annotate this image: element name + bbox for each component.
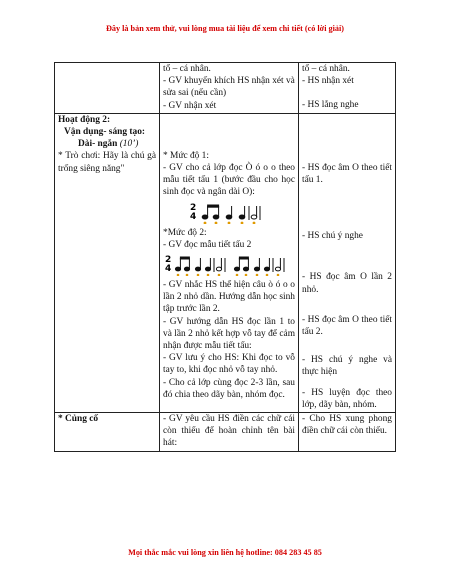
teacher-line: tổ – cá nhân. — [163, 64, 211, 74]
student-line: - HS chú ý nghe và thực hiện — [302, 355, 392, 378]
activity-title: * Củng cố — [58, 414, 99, 425]
student-line: - HS nhận xét — [302, 76, 354, 87]
student-line: - HS đọc âm O theo tiết tấu 1. — [302, 162, 392, 186]
student-cell — [299, 63, 396, 114]
student-line: - HS chú ý nghe — [302, 231, 363, 242]
level2-title: *Mức độ 2: — [163, 227, 207, 238]
table-row — [55, 413, 396, 452]
rhythm-pattern-2-notation — [163, 253, 296, 276]
activity-cell — [55, 413, 160, 452]
teacher-line: - GV yêu cầu HS điền các chữ cái còn thiếu để hoàn chỉnh tên bài hát: — [163, 414, 295, 449]
teacher-line: - GV nhận xét — [163, 100, 217, 111]
activity-cell — [55, 63, 160, 114]
activity-title: Hoạt động 2: — [58, 114, 111, 125]
teacher-cell — [160, 63, 299, 114]
rhythm-pattern-2 — [163, 253, 295, 276]
activity-subtitle: Vận dụng- sáng tạo: — [64, 127, 146, 138]
student-line: - HS đọc âm O theo tiết tấu 2. — [302, 314, 392, 338]
lesson-table — [54, 62, 396, 452]
student-line: - Cho HS xung phong điền chữ cái còn thiếu. — [302, 414, 392, 437]
table-row — [55, 113, 396, 412]
student-line: - HS luyện đọc theo lớp, dãy bàn, nhóm. — [302, 387, 392, 410]
game-title: * Trò chơi: Hãy là chú gà trống siêng năng" — [58, 151, 156, 174]
guide-text: - GV hướng dẫn HS đọc lần 1 to và lần 2 nhỏ kết hợp vỗ tay để cảm nhận được mẫu tiết tấu: — [163, 316, 295, 352]
time-signature-top: 2 — [165, 255, 172, 266]
activity-subtitle-2: Dài- ngắn (10’) — [78, 139, 139, 150]
time-signature-bottom: 4 — [190, 211, 197, 222]
time-signature-bottom: 4 — [165, 264, 172, 275]
activity-duration: (10’) — [119, 139, 139, 150]
table-row — [55, 63, 396, 114]
time-signature-top: 2 — [190, 202, 197, 213]
rhythm-pattern-1 — [163, 201, 295, 224]
note-text: - GV lưu ý cho HS: Khi đọc to vỗ tay to, khi đọc nhỏ vỗ tay nhỏ. — [163, 353, 295, 376]
student-line: tổ – cá nhân. — [302, 64, 350, 74]
level1-title: * Mức độ 1: — [163, 150, 209, 161]
group-reading-text: - Cho cả lớp cùng đọc 2-3 lần, sau đó chia theo dãy bàn, nhóm đọc. — [163, 377, 295, 400]
level2-reading: - GV đọc mẫu tiết tấu 2 — [163, 239, 252, 250]
teacher-cell — [160, 113, 299, 412]
activity-cell — [55, 113, 160, 412]
student-cell — [299, 413, 396, 452]
preview-notice: Đây là bản xem thử, vui lòng mua tài liệu để xem chi tiết (có lời giải) — [105, 24, 344, 33]
hotline-notice: Mọi thắc mắc vui lòng xin liên hệ hotline: 084 283 45 85 — [128, 548, 322, 557]
level1-text: - GV cho cả lớp đọc Ò ó o o theo mẫu tiết tấu 1 (bước đầu cho học sinh đọc và ngân dài O): — [163, 163, 295, 198]
reminder-text: - GV nhắc HS thể hiện câu ò ó o o lần 2 nhỏ dần. Hướng dẫn học sinh tập trước lần 2. — [163, 280, 295, 315]
student-cell — [299, 113, 396, 412]
student-line: - HS lắng nghe — [302, 100, 359, 111]
teacher-cell — [160, 413, 299, 452]
rhythm-pattern-1-notation — [163, 201, 296, 224]
student-line: - HS đọc âm O lần 2 nhỏ. — [302, 272, 392, 295]
teacher-line: - GV khuyến khích HS nhận xét và sửa sai (nếu cần) — [163, 76, 295, 99]
